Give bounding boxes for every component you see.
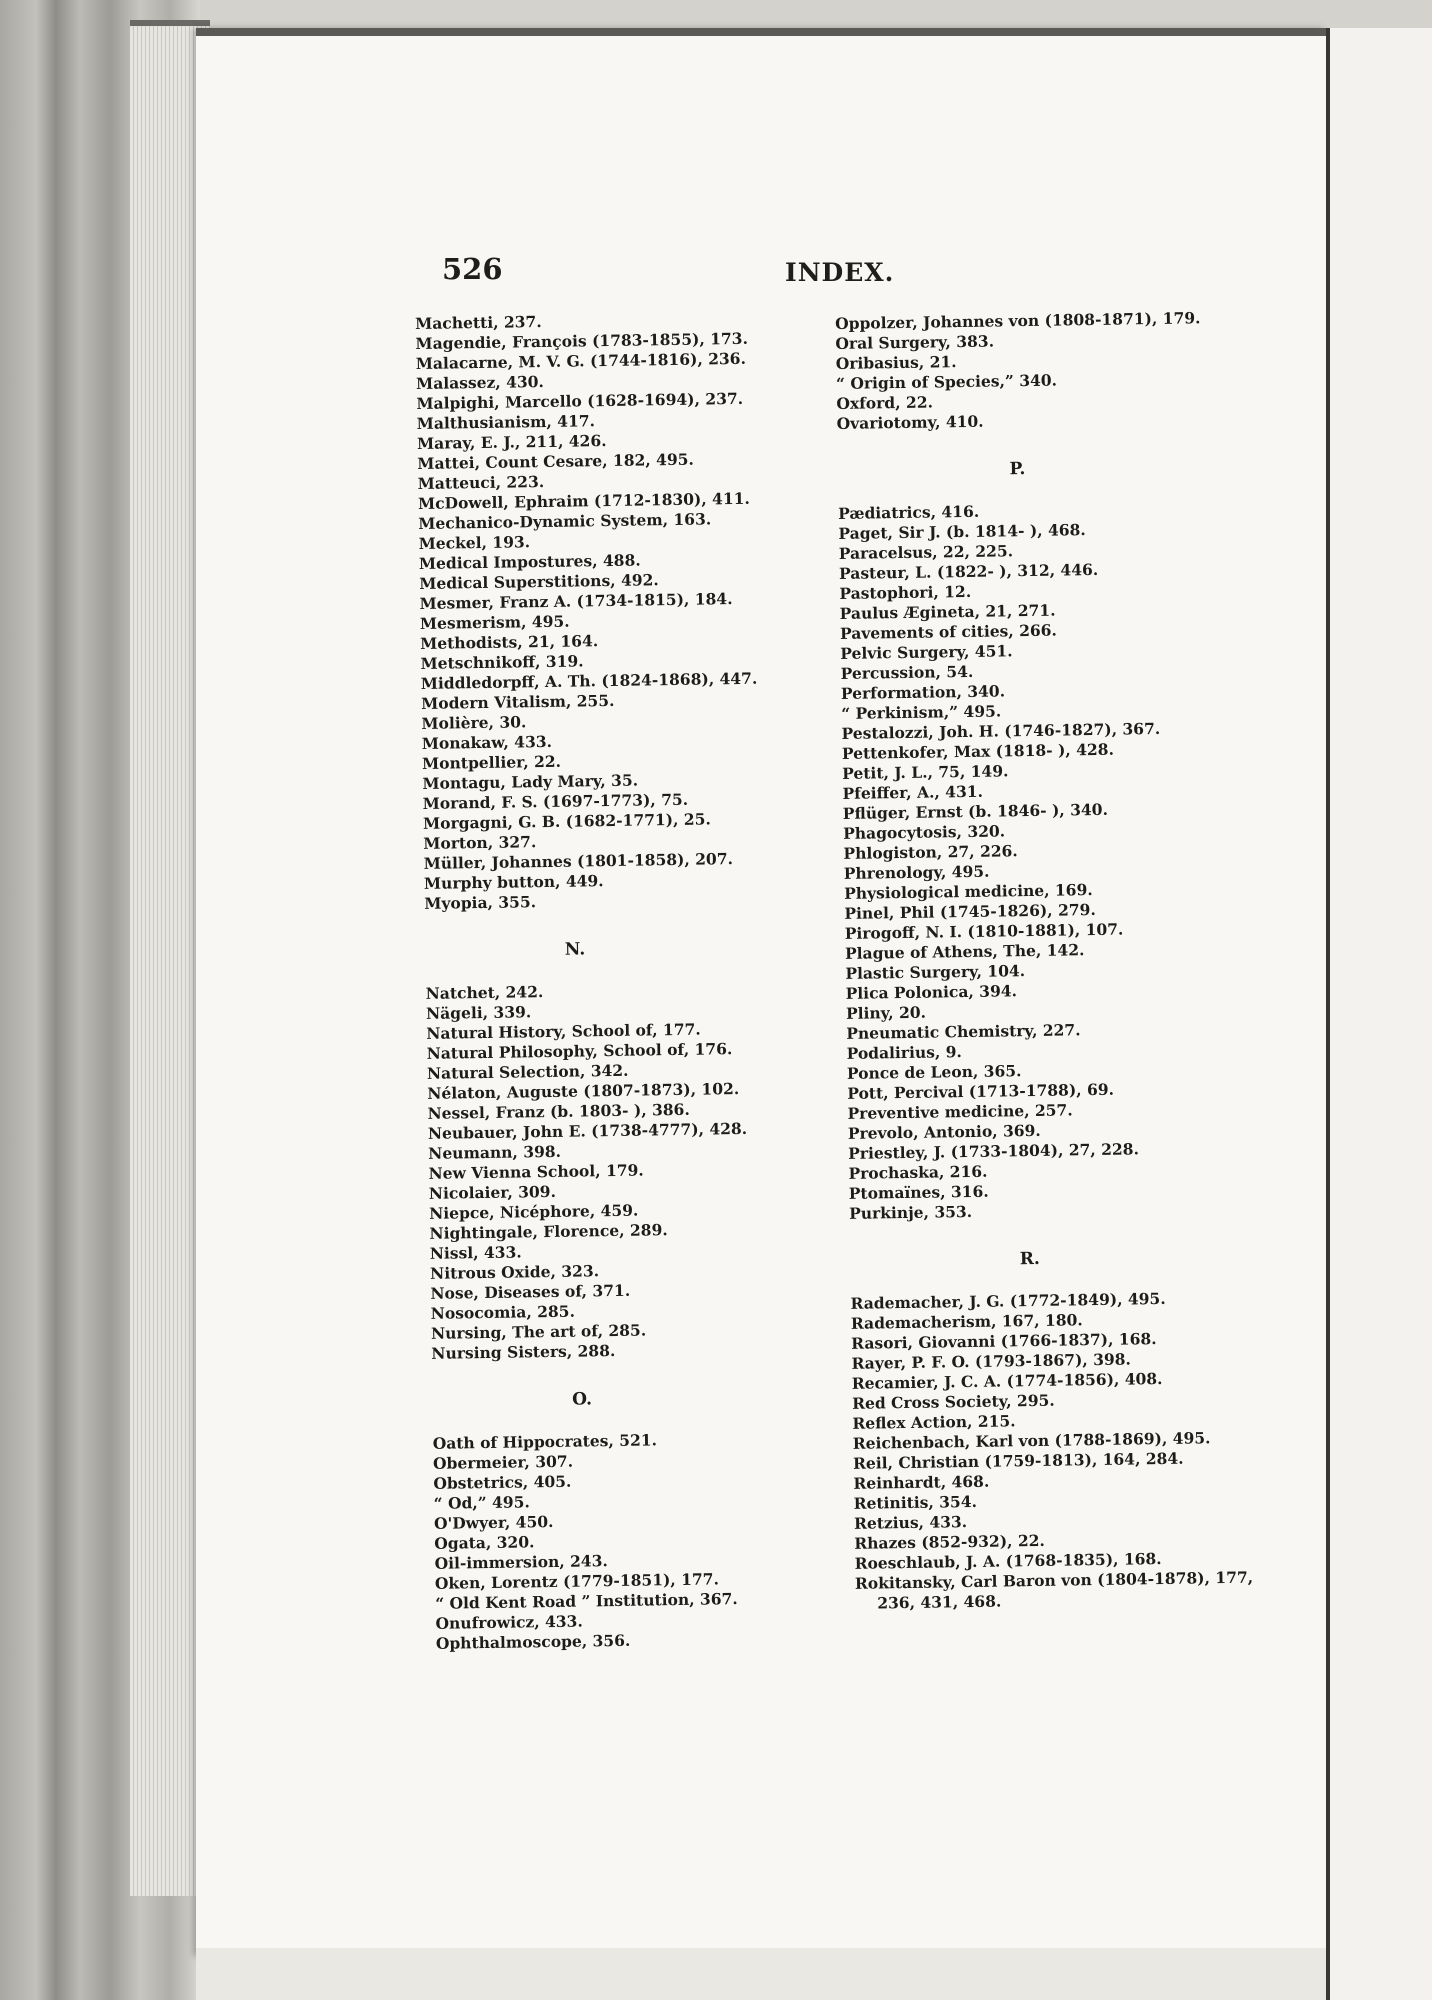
index-entry: Plica Polonica, 394. <box>845 981 1018 1003</box>
index-entry: Malthusianism, 417. <box>416 411 596 433</box>
index-entry: Pestalozzi, Joh. H. (1746-1827), 367. <box>841 718 1161 743</box>
index-entry: “ Old Kent Road ” Institution, 367. <box>435 1589 738 1613</box>
index-entry: Pneumatic Chemistry, 227. <box>846 1020 1081 1043</box>
index-entry: Rayer, P. F. O. (1793-1867), 398. <box>851 1349 1132 1373</box>
index-entry: Mattei, Count Cesare, 182, 495. <box>417 449 694 473</box>
index-entry: Morand, F. S. (1697-1773), 75. <box>422 789 689 813</box>
index-entry: Pastophori, 12. <box>839 581 972 603</box>
index-entry: Montpellier, 22. <box>421 751 562 773</box>
index-entry: Pfeiffer, A., 431. <box>842 781 984 803</box>
index-entry: Medical Superstitions, 492. <box>419 570 659 593</box>
section-letter-o: O. <box>572 1389 593 1410</box>
index-entry: Pflüger, Ernst (b. 1846- ), 340. <box>842 799 1109 823</box>
page-number: 526 <box>442 252 503 286</box>
index-entry: Paracelsus, 22, 225. <box>838 541 1014 563</box>
index-entry: Mesmer, Franz A. (1734-1815), 184. <box>419 589 733 613</box>
index-entry: Meckel, 193. <box>418 532 531 553</box>
index-entry: “ Od,” 495. <box>433 1492 530 1513</box>
index-entry: Paget, Sir J. (b. 1814- ), 468. <box>838 520 1086 543</box>
index-entry: Priestley, J. (1733-1804), 27, 228. <box>848 1139 1140 1163</box>
index-entry: Plastic Surgery, 104. <box>845 961 1026 983</box>
index-entry: Phagocytosis, 320. <box>843 821 1006 843</box>
index-entry: Pasteur, L. (1822- ), 312, 446. <box>838 559 1099 583</box>
index-entry: Nursing, The art of, 285. <box>430 1320 647 1343</box>
index-section-o-continued <box>835 307 1252 434</box>
index-entry: Pott, Percival (1713-1788), 69. <box>847 1079 1115 1103</box>
index-entry: Malacarne, M. V. G. (1744-1816), 236. <box>415 348 747 373</box>
index-entry: Maray, E. J., 211, 426. <box>416 431 607 453</box>
index-entry: Phlogiston, 27, 226. <box>843 841 1018 863</box>
index-entry: Nélaton, Auguste (1807-1873), 102. <box>427 1079 740 1103</box>
index-entry: Roeschlaub, J. A. (1768-1835), 168. <box>854 1549 1162 1573</box>
index-entry: Natural History, School of, 177. <box>426 1019 701 1043</box>
index-entry: Nursing Sisters, 288. <box>431 1340 616 1363</box>
index-entry: Oil-immersion, 243. <box>434 1551 608 1573</box>
index-entry: Metschnikoff, 319. <box>420 651 584 673</box>
index-entry: Percussion, 54. <box>840 661 974 683</box>
index-entry: Oath of Hippocrates, 521. <box>432 1430 658 1453</box>
index-entry: Molière, 30. <box>421 712 527 733</box>
index-entry: Retzius, 433. <box>853 1512 968 1533</box>
index-entry: Middledorpff, A. Th. (1824-1868), 447. <box>420 668 758 693</box>
index-entry: Morgagni, G. B. (1682-1771), 25. <box>422 809 711 833</box>
index-entry: Neubauer, John E. (1738-4777), 428. <box>427 1118 748 1143</box>
index-entry: Reil, Christian (1759-1813), 164, 284. <box>852 1448 1184 1473</box>
index-entry: Ovariotomy, 410. <box>836 411 984 433</box>
index-entry: Recamier, J. C. A. (1774-1856), 408. <box>851 1368 1163 1393</box>
index-entry: Reichenbach, Karl von (1788-1869), 495. <box>852 1428 1211 1453</box>
index-entry: Nitrous Oxide, 323. <box>429 1261 600 1283</box>
index-entry: Murphy button, 449. <box>423 871 604 893</box>
index-entry: Nägeli, 339. <box>425 1002 532 1023</box>
index-entry: Pelvic Surgery, 451. <box>840 641 1013 663</box>
index-entry: Niepce, Nicéphore, 459. <box>428 1200 639 1223</box>
index-section-p <box>838 497 1264 1223</box>
index-entry: Reinhardt, 468. <box>853 1471 990 1493</box>
index-entry: Plague of Athens, The, 142. <box>844 940 1085 963</box>
index-column-left <box>415 308 839 1854</box>
index-entry: Onufrowicz, 433. <box>435 1611 583 1633</box>
index-entry: Malpighi, Marcello (1628-1694), 237. <box>416 388 744 413</box>
section-letter-r: R. <box>1019 1248 1041 1270</box>
page-title: INDEX. <box>785 258 895 287</box>
index-entry: Nightingale, Florence, 289. <box>429 1220 668 1243</box>
index-entry: Mechanico-Dynamic System, 163. <box>418 509 712 533</box>
index-entry: Rademacher, J. G. (1772-1849), 495. <box>850 1288 1166 1313</box>
index-entry: Phrenology, 495. <box>843 861 990 883</box>
index-entry: Müller, Johannes (1801-1858), 207. <box>423 849 734 873</box>
index-entry: Purkinje, 353. <box>848 1201 973 1223</box>
index-entry: Obermeier, 307. <box>432 1451 574 1473</box>
index-entry: Paulus Ægineta, 21, 271. <box>839 600 1056 623</box>
index-entry: Physiological medicine, 169. <box>843 880 1093 903</box>
page-bottom-margin <box>196 1948 1326 2000</box>
index-entry: Natural Selection, 342. <box>426 1060 629 1083</box>
index-entry: Nissl, 433. <box>429 1242 522 1263</box>
index-entry: Morton, 327. <box>423 832 537 853</box>
index-section-r <box>850 1287 1270 1613</box>
index-entry: Ponce de Leon, 365. <box>846 1061 1022 1083</box>
index-entry: Retinitis, 354. <box>853 1491 978 1513</box>
index-entry: Magendie, François (1783-1855), 173. <box>415 328 749 353</box>
index-entry: Oppolzer, Johannes von (1808-1871), 179. <box>835 308 1201 333</box>
index-entry: Podalirius, 9. <box>846 1042 963 1063</box>
index-entry: Nicolaier, 309. <box>428 1181 557 1203</box>
index-entry: Pirogoff, N. I. (1810-1881), 107. <box>844 919 1124 943</box>
index-entry: Neumann, 398. <box>428 1141 562 1163</box>
index-entry: Malassez, 430. <box>415 371 545 393</box>
index-entry: Myopia, 355. <box>424 892 537 913</box>
index-entry: “ Origin of Species,” 340. <box>835 370 1058 393</box>
index-entry: Performation, 340. <box>840 681 1006 703</box>
index-section-n <box>426 978 832 1364</box>
index-entry: Montagu, Lady Mary, 35. <box>422 770 639 793</box>
index-entry: Matteuci, 223. <box>417 471 545 493</box>
index-entry: Ogata, 320. <box>434 1532 535 1553</box>
index-column-right <box>835 307 1274 1853</box>
index-entry: Preventive medicine, 257. <box>847 1100 1073 1123</box>
index-entry: Ptomaïnes, 316. <box>848 1181 989 1203</box>
index-entry: Medical Impostures, 488. <box>418 550 641 573</box>
index-entry: Pædiatrics, 416. <box>837 501 980 523</box>
index-entry: Prevolo, Antonio, 369. <box>847 1120 1041 1143</box>
index-entry: Natural Philosophy, School of, 176. <box>426 1039 733 1063</box>
index-entry: Prochaska, 216. <box>848 1161 988 1183</box>
index-entry: O'Dwyer, 450. <box>433 1511 554 1533</box>
index-entry: Pavements of cities, 266. <box>839 620 1058 643</box>
index-entry: Nosocomia, 285. <box>430 1301 576 1323</box>
index-entry: Oken, Lorentz (1779-1851), 177. <box>434 1569 720 1593</box>
index-section-o <box>433 1428 836 1654</box>
index-entry: Rademacherism, 167, 180. <box>850 1310 1083 1333</box>
index-entry: New Vienna School, 179. <box>428 1160 644 1183</box>
index-entry: Rasori, Giovanni (1766-1837), 168. <box>851 1329 1157 1353</box>
facing-page-strip <box>1326 28 1432 2000</box>
index-entry: Ophthalmoscope, 356. <box>435 1630 631 1653</box>
index-entry: Nessel, Franz (b. 1803- ), 386. <box>427 1099 690 1123</box>
index-entry: Reflex Action, 215. <box>852 1411 1016 1433</box>
index-entry: Modern Vitalism, 255. <box>420 690 615 713</box>
index-entry: McDowell, Ephraim (1712-1830), 411. <box>417 488 750 513</box>
index-entry: Pliny, 20. <box>845 1002 927 1023</box>
index-entry: Oral Surgery, 383. <box>835 331 995 353</box>
index-entry: Petit, J. L., 75, 149. <box>842 761 1009 783</box>
index-entry: Pinel, Phil (1745-1826), 279. <box>844 899 1096 923</box>
index-entry: Monakaw, 433. <box>421 731 553 753</box>
index-entry: Oxford, 22. <box>836 392 934 413</box>
section-letter-n: N. <box>564 939 586 960</box>
index-entry: Machetti, 237. <box>415 312 542 333</box>
index-entry: Oribasius, 21. <box>835 352 957 373</box>
index-section-m <box>415 308 824 914</box>
index-entry: Pettenkofer, Max (1818- ), 428. <box>841 739 1115 763</box>
section-letter-p: P. <box>1009 459 1026 480</box>
index-entry: Natchet, 242. <box>425 982 544 1003</box>
index-entry: Nose, Diseases of, 371. <box>430 1280 631 1303</box>
index-entry: Rokitansky, Carl Baron von (1804-1878), 177, 236, 431, 468. <box>854 1567 1254 1613</box>
index-entry: “ Perkinism,” 495. <box>841 701 1002 723</box>
index-entry: Obstetrics, 405. <box>433 1471 572 1493</box>
index-entry: Red Cross Society, 295. <box>851 1390 1055 1413</box>
index-entry: Mesmerism, 495. <box>419 611 570 633</box>
index-entry: Methodists, 21, 164. <box>420 631 599 653</box>
index-entry: Rhazes (852-932), 22. <box>854 1530 1046 1553</box>
